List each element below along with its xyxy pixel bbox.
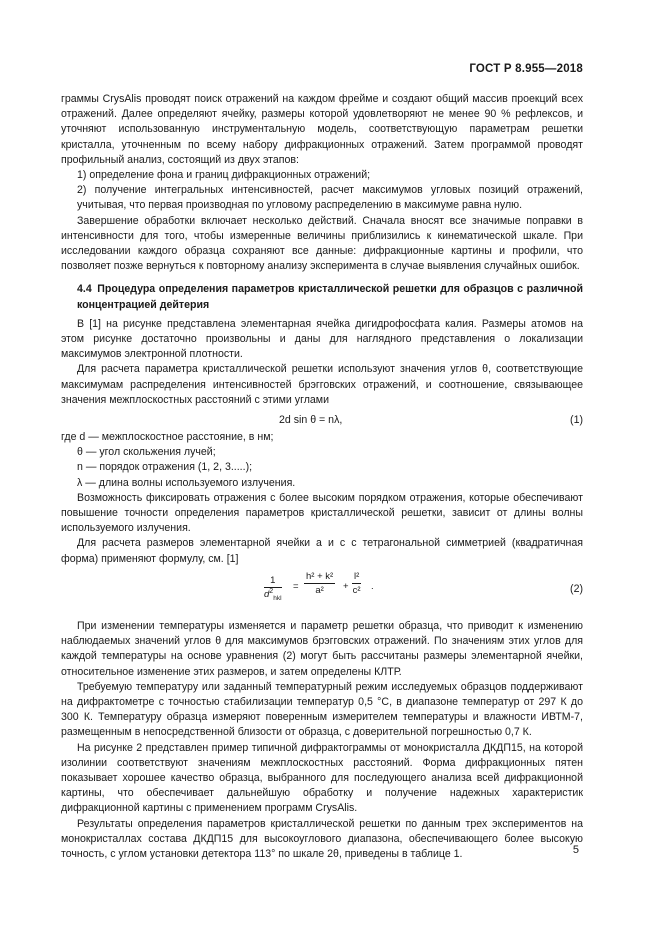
- equation-2-number: (2): [570, 582, 583, 595]
- equation-1-number: (1): [570, 414, 583, 427]
- section-number: 4.4: [77, 283, 92, 296]
- equation-2-lhs: 1 $d^2_{hkl}$: [264, 574, 282, 602]
- page-number: 5: [572, 844, 579, 856]
- definition-theta: θ — угол скольжения лучей;: [77, 446, 216, 459]
- paragraph: На рисунке 2 представлен пример типичной дифрактограммы от монокристалла ДКДП15, на которой изолинии соответствуют значениям межплоскостных расстояний. Форма дифракционных пятен показывает хорошее качество образца, выбранного для последующего анализа всей дифракционной картины, что обеспечивает дальнейшую обработку и получение надежных характеристик дифракционной картины с применением программ CrysAlis.: [61, 741, 583, 815]
- paragraph: Результаты определения параметров кристаллической решетки по данным трех экспериментов на монокристаллах состава ДКДП15 для высокоуглового диапазона, обеспечивающего более высокую точность, с углом установки детектора 113° по шкале 2θ, приведены в таблице 1.: [61, 817, 583, 860]
- equation-1-formula: 2d sin θ = nλ,: [279, 414, 343, 427]
- definition-lambda: λ — длина волны используемого излучения.: [77, 476, 296, 489]
- definition-d: где d — межплоскостное расстояние, в нм;: [61, 431, 274, 444]
- section-title: Процедура определения параметров кристаллической решетки для образцов с различной концентрацией дейтерия: [77, 283, 583, 311]
- paragraph: Для расчета размеров элементарной ячейки a и c с тетрагональной симметрией (квадратичная форма) применяют формулу, см. [1]: [61, 537, 583, 565]
- paragraph: Завершение обработки включает несколько действий. Сначала вносят все значимые поправки в интенсивности для того, чтобы измеренные величины приблизились к кинематической шкале. При исследовании каждого образца сохраняют все данные: дифракционные картины и профили, что позволяет позже вернуться к повторному анализу эксперимента в случае выявления случайных ошибок.: [61, 214, 583, 273]
- list-item-stage-2: 2) получение интегральных интенсивностей, расчет максимумов угловых позиций отражений, учитывая, что первая производная по угловому распределению в максимуме равна нулю.: [77, 184, 583, 212]
- paragraph: Для расчета параметра кристаллической решетки используют значения углов θ, соответствующие максимумам распределения интенсивностей брэгговских отражений, и соотношение, связывающее значения межплоскостных расстояний с этими углами: [61, 363, 583, 406]
- equation-1: [61, 411, 583, 429]
- paragraph: При изменении температуры изменяется и параметр решетки образца, что приводит к изменению наблюдаемых значений углов θ для максимумов брэгговских отражений. По значениям этих углов для каждой температуры на основе уравнения (2) могут быть рассчитаны размеры элементарной ячейки, относительное изменение этих размеров, и затем определены КЛТР.: [61, 619, 583, 678]
- paragraph: В [1] на рисунке представлена элементарная ячейка дигидрофосфата калия. Размеры атомов на этом рисунке достаточно произвольны и даны для наглядного представления о локализации максимумов электронной плотности.: [61, 317, 583, 361]
- section-heading: [61, 282, 583, 312]
- definition-n: n — порядок отражения (1, 2, 3.....);: [77, 461, 253, 474]
- equation-2: 1 $d^2_{hkl}$ = $\frac{\text{h² + k²}}{\text{a²}}$ + $\frac{\text{l²}}{\text{c²}}$ . (2): [264, 570, 583, 602]
- equation-2-term-1: $\frac{\text{h² + k²}}{\text{a²}}$: [306, 570, 334, 596]
- equation-2-term-2: $\frac{\text{l²}}{\text{c²}}$: [352, 570, 361, 596]
- paragraph: Возможность фиксировать отражения с более высоким порядком отражения, которые обеспечивают повышение точности определения параметров кристаллической решетки, зависит от длины волны используемого излучения.: [61, 491, 583, 535]
- paragraph: Требуемую температуру или заданный температурный режим исследуемых образцов поддерживают на дифрактометре с точностью стабилизации температур 0,5 °С, в диапазоне температур от 297 К до 300 К. Температуру образца измеряют поверенным измерителем температуры и влажности ИВТМ-7, размещенным в непосредственной близости от образца, с доверительной погрешностью 0,7 К.: [61, 680, 583, 739]
- document-body: [61, 92, 583, 862]
- list-item-stage-1: 1) определение фона и границ дифракционных отражений;: [77, 169, 371, 182]
- paragraph: граммы CrysAlis проводят поиск отражений на каждом фрейме и создают общий массив проекций всех отражений. Далее определяют ячейку, размеры которой удовлетворяют не менее 90 % рефлексов, и уточняют использованную инструментальную модель, соответствующую параметрам решетки кристалла, уточненным по всему набору дифракционных отражений. Затем программой проводят профильный анализ, состоящий из двух этапов:: [61, 93, 583, 166]
- standard-header: ГОСТ Р 8.955—2018: [469, 63, 583, 75]
